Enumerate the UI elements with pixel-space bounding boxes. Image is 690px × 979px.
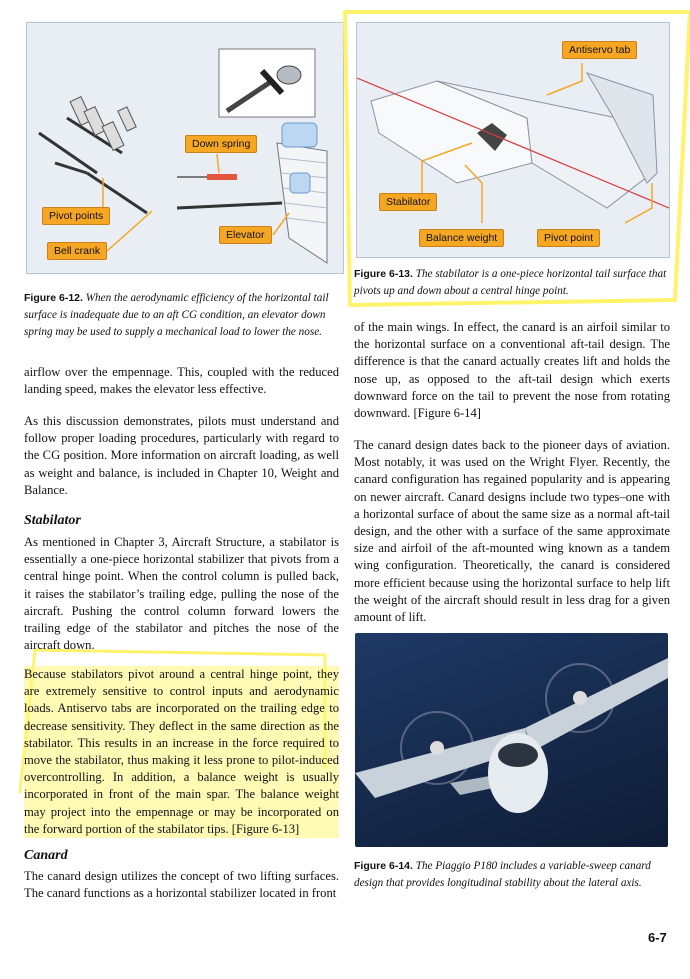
piaggio-p180-aircraft-image — [355, 633, 668, 847]
paragraph-stabilator-definition: As mentioned in Chapter 3, Aircraft Structure, a stabilator is essentially a one-piece horizontal stabilizer that pivots from a central hinge point. When the control column is pulled back, it raises the stabilator’s trailing edge, pulling the nose of the aircraft. Pushing the control column forward lowers the trailing edge of the stabilator and pitches the nose of the aircraft down. — [24, 535, 339, 653]
paragraph-canard-intro: The canard design utilizes the concept of two lifting surfaces. The canard functions as a horizontal stabilizer located in front — [24, 869, 339, 901]
canard-heading: Canard — [24, 848, 68, 863]
stabilator-heading: Stabilator — [24, 513, 81, 528]
stabilator-callout: Stabilator — [379, 193, 437, 211]
figure-6-14-caption — [354, 858, 672, 892]
figure-6-14-photo — [355, 633, 668, 847]
caption-text: The stabilator is a one-piece horizontal tail surface that pivots up and down about a central hinge point. — [354, 268, 667, 297]
bell-crank-callout: Bell crank — [47, 242, 107, 260]
figure-6-13-caption — [354, 266, 672, 300]
down-spring-callout: Down spring — [185, 135, 257, 153]
paragraph-loading-procedures: As this discussion demonstrates, pilots must understand and follow proper loading procedures, particularly with regard to the CG position. More information on aircraft loading, as well as weight and balance, is included in Chapter 10, Weight and Balance. — [24, 414, 339, 497]
figure-6-12-illustration — [26, 22, 344, 274]
pivot-point-callout: Pivot point — [537, 229, 600, 247]
page-number: 6-7 — [648, 930, 667, 945]
caption-label: Figure 6-14. — [354, 860, 413, 872]
paragraph-canard-history: The canard design dates back to the pioneer days of aviation. Most notably, it was used on the Wright Flyer. Recently, the canard configuration has regained popularity and is appearing on newer aircraft. Canard designs include two types–one with a horizontal surface of about the same size as a normal aft-tail design, and the other with a surface of the same approximate size and airfoil of the aft-mounted wing known as a tandem wing configuration. Theoretically, the canard is considered more efficient because using the horizontal surface to help lift the weight of the aircraft should result in less drag for a given amount of lift. — [354, 438, 670, 625]
caption-text: When the aerodynamic efficiency of the horizontal tail surface is inadequate due to an aft CG condition, an elevator down spring may be used to supply a mechanical load to lower the nose. — [24, 292, 329, 338]
figure-6-13-illustration — [356, 22, 670, 258]
antiservo-tab-callout: Antiservo tab — [562, 41, 637, 59]
elevator-callout: Elevator — [219, 226, 272, 244]
pivot-points-callout: Pivot points — [42, 207, 110, 225]
paragraph-canard-airfoil: of the main wings. In effect, the canard is an airfoil similar to the horizontal surface on a conventional aft-tail design. The difference is that the canard actually creates lift and holds the nose up, as opposed to the aft-tail design which exerts downward force on the tail to prevent the nose from rotating downward. [Figure 6-14] — [354, 320, 670, 421]
paragraph-antiservo-tabs: Because stabilators pivot around a central hinge point, they are extremely sensitive to control inputs and aerodynamic loads. Antiservo tabs are incorporated on the trailing edge to decrease sensitivity. They deflect in the same direction as the stabilator. This results in an increase in the force required to move the stabilator, thus making it less prone to pilot-induced overcontrolling. In addition, a balance weight is usually incorporated in front of the main spar. The balance weight may project into the empennage or may be incorporated on the forward portion of the stabilator tips. [Figure 6-13] — [24, 666, 339, 838]
figure-6-12-caption — [24, 290, 344, 341]
caption-text: The Piaggio P180 includes a variable-sweep canard design that provides longitudinal stability about the lateral axis. — [354, 860, 651, 889]
caption-label: Figure 6-12. — [24, 292, 83, 304]
caption-label: Figure 6-13. — [354, 268, 413, 280]
paragraph-elevator-effectiveness: airflow over the empennage. This, coupled with the reduced landing speed, makes the elevator less effective. — [24, 365, 339, 397]
balance-weight-callout: Balance weight — [419, 229, 504, 247]
